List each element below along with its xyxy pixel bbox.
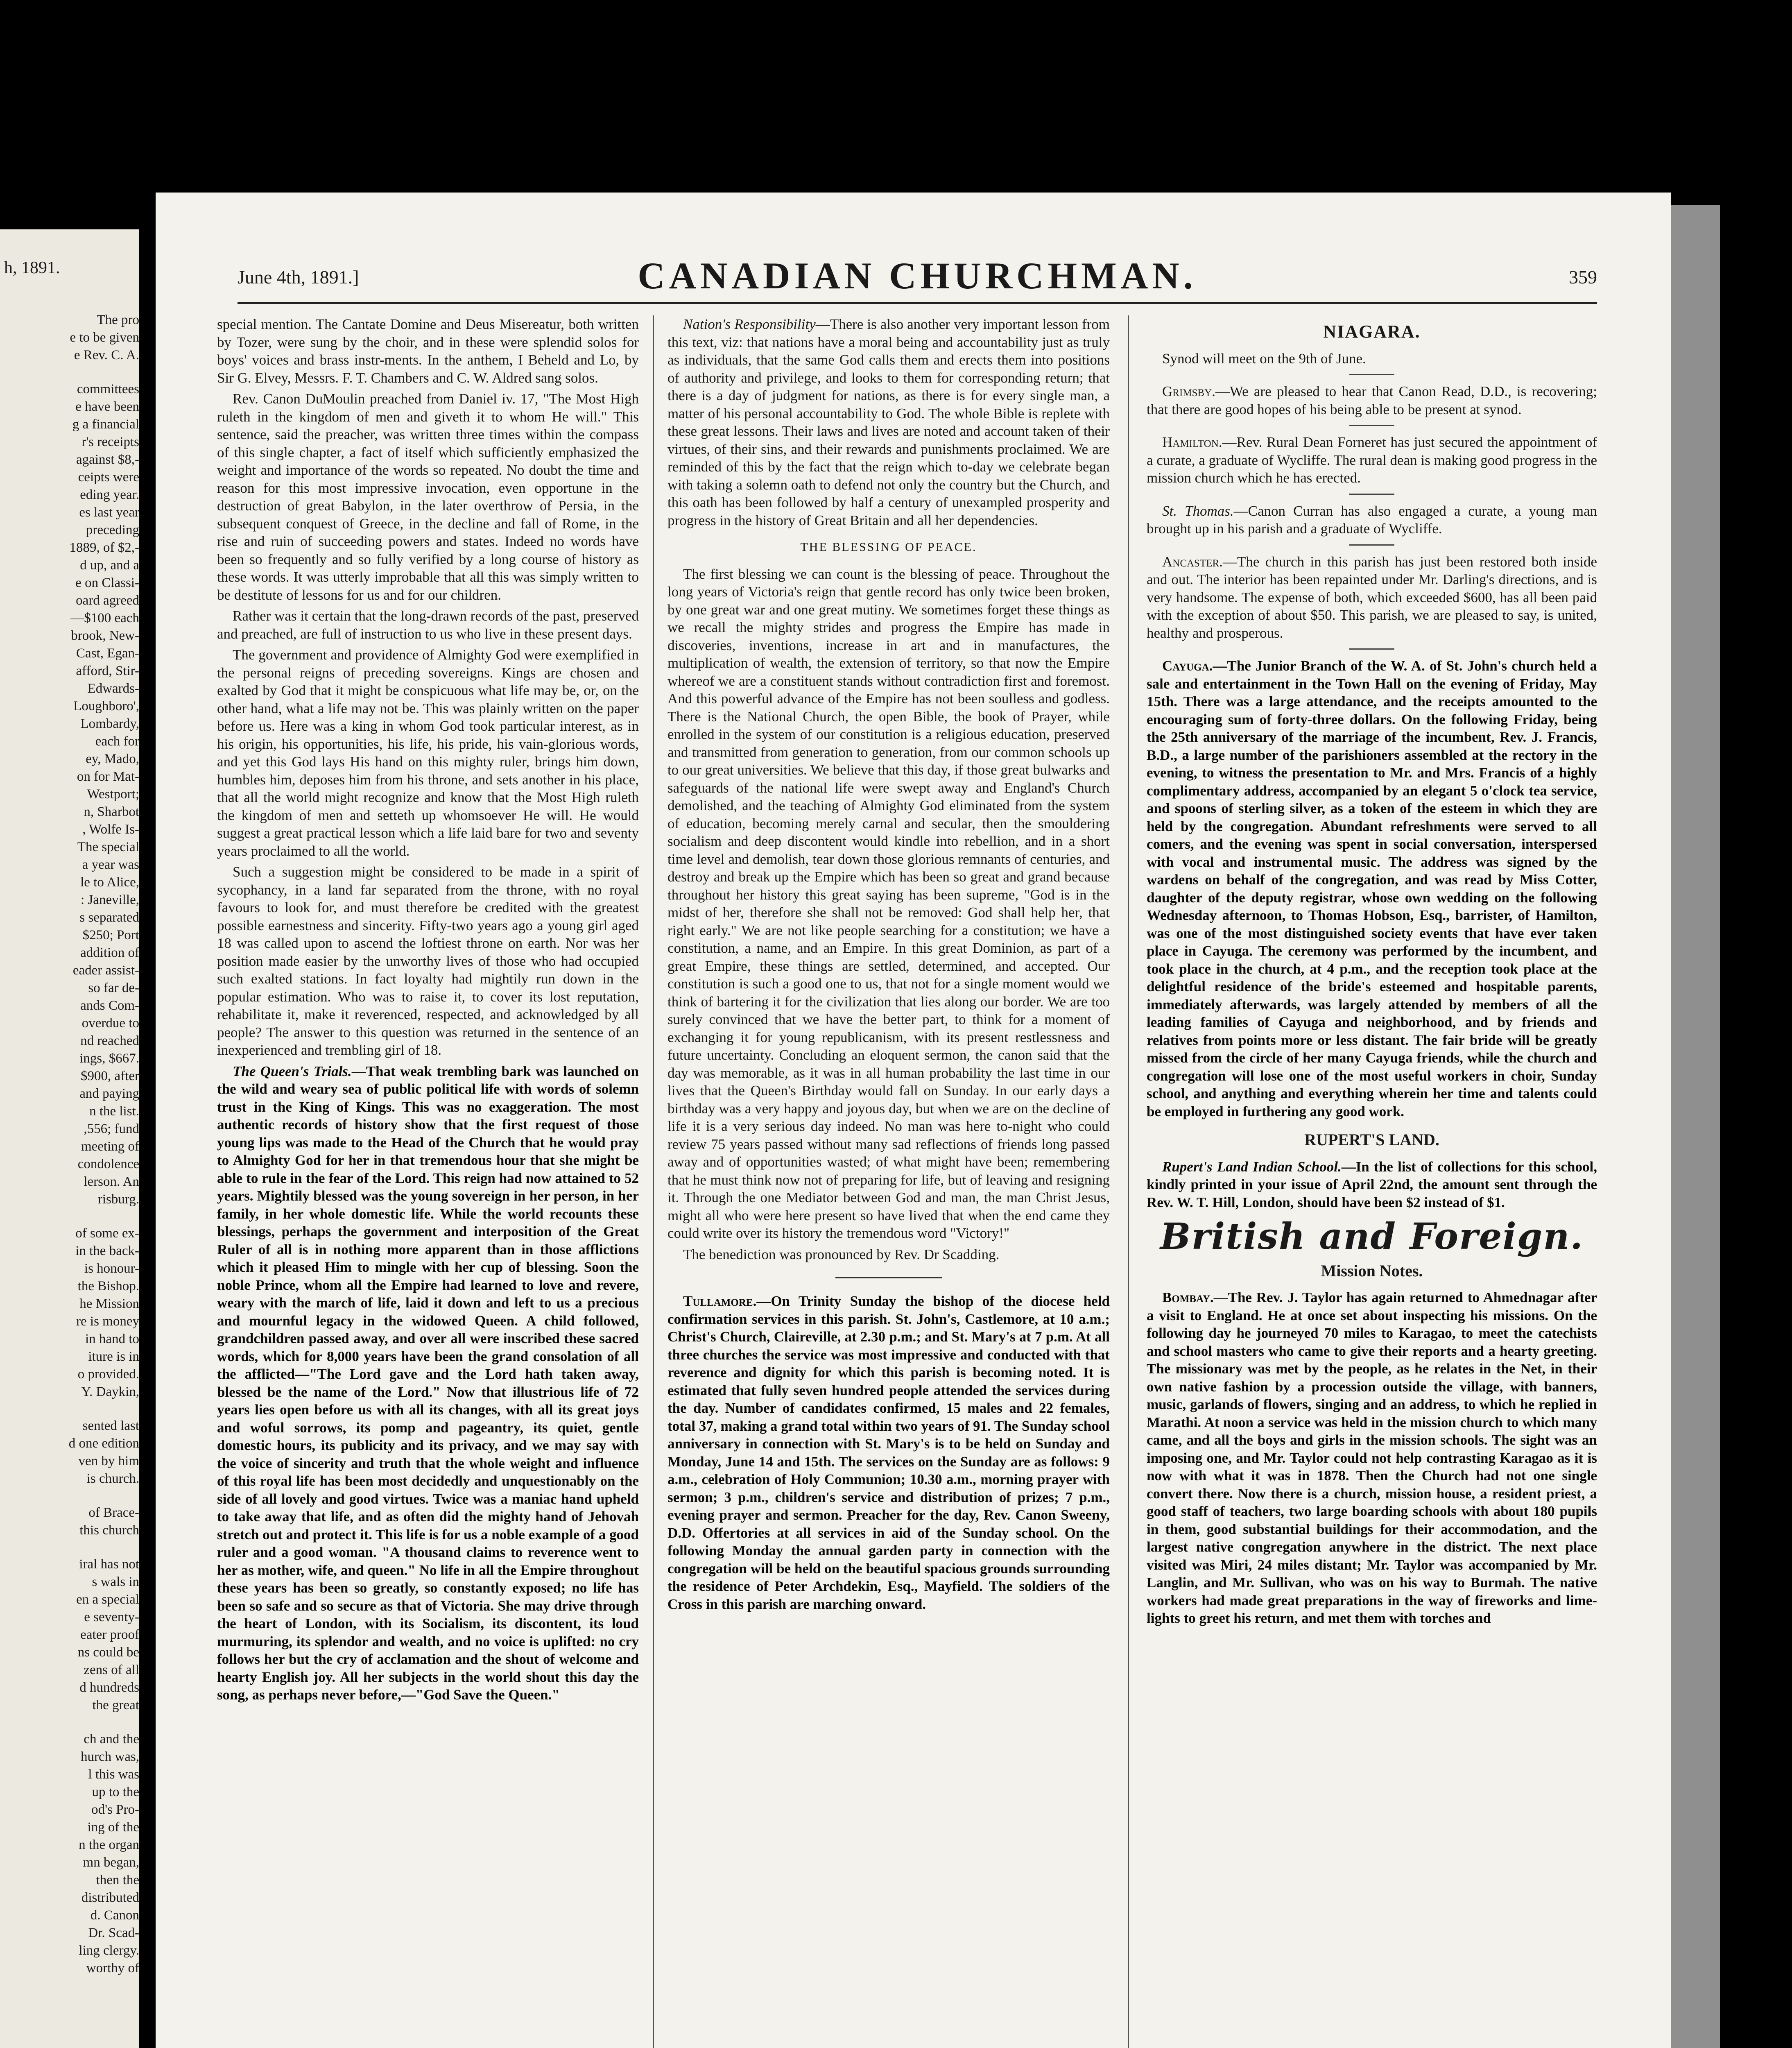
fragment-line: is honour- (84, 1261, 139, 1276)
fragment-line: Cast, Egan- (76, 646, 139, 661)
fragment-line: of some ex- (75, 1226, 139, 1241)
left-page-header: h, 1891. (4, 258, 60, 277)
fragment-line: r's receipts (81, 435, 139, 449)
place-name: Grimsby. (1162, 383, 1215, 399)
fragment-line: committees (77, 382, 139, 396)
next-page-edge (1671, 205, 1720, 2048)
article-paragraph: Rev. Canon DuMoulin preached from Daniel iv. 17, "The Most High ruleth in the kingdom of men and giveth it to whom He will." This sentence, said the preacher, was written three times within the compass of this single chapter, a fact of itself which sufficiently emphasized the weight and importance of the words so repeated. No doubt the time and reason for this most impressive invocation, even opportune in the destruction of great Babylon, in the later overthrow of Persia, in the subsequent conquest of Greece, in the decline and fall of Rome, in the rise and ruin of succeeding powers and states. Indeed no words have been so frequently and so fully verified by a long course of history as these words. It was utterly improbable that all this was simply written to be destitute of lessons for us and for our children. (217, 391, 639, 603)
adjacent-left-page (0, 229, 139, 2048)
fragment-line: meeting of (81, 1139, 139, 1154)
news-body: —Rev. Rural Dean Forneret has just secured the appointment of a curate, a graduate of Wycliffe. The rural dean is making good progress in the mission church which he has erected. (1147, 434, 1597, 486)
fragment-line: d hundreds (79, 1680, 139, 1695)
section-banner: British and Foreign. (1160, 1215, 1584, 1257)
fragment-line: ings, $667. (79, 1051, 139, 1066)
fragment-line: The special (77, 840, 139, 854)
fragment-line: : Janeville, (81, 893, 139, 907)
fragment-line: nd reached (80, 1033, 139, 1048)
fragment-line: eding year. (80, 487, 139, 502)
diocese-heading-niagara: NIAGARA. (1323, 322, 1421, 342)
running-header (238, 254, 1597, 299)
column-3 (1147, 315, 1597, 1631)
fragment-line: iture is in (88, 1349, 139, 1364)
fragment-line: ceipts were (78, 470, 139, 485)
fragment-line: n, Sharbot (84, 804, 139, 819)
issue-date: June 4th, 1891.] (238, 267, 359, 288)
fragment-line: then the (96, 1873, 139, 1887)
fragment-line: s separated (79, 910, 139, 925)
fragment-line: e seventy- (84, 1610, 139, 1624)
column-divider (653, 315, 654, 2048)
fragment-gap (4, 364, 139, 381)
fragment-line: Loughboro', (73, 699, 139, 714)
news-body: —The Junior Branch of the W. A. of St. John's church held a sale and entertainment in the Town Hall on the evening of Friday, May 15th. There was a large attendance, and the receipts amounted to the encouraging sum of forty-three dollars. On the following Friday, being the 25th anniversary of the marriage of the incumbent, Rev. J. Francis, B.D., a large number of the parishioners assembled at the rectory in the evening, to witness the presentation to Mr. and Mrs. Francis of a highly complimentary address, accompanied by an elegant 5 o'clock tea service, and spoons of sterling silver, as a token of the esteem in which they are held by the congregation. Abundant refreshments were served to all comers, and the evening was spent in social conversation, interspersed with vocal and instrumental music. The address was signed by the wardens on behalf of the congregation, and was read by Miss Cotter, daughter of the deputy registrar, whose own wedding on the following Wednesday afternoon, to Thomas Hobson, Esq., barrister, of Hamilton, was one of the most distinguished society events that have ever taken place in Cayuga. The ceremony was performed by the incumbent, and took place in the church, at 4 p.m., and the reception took place at the delightful residence of the bride's esteemed and hospitable parents, immediately afterwards, was largely attended by members of all the leading families of Cayuga and neighborhood, and by friends and relatives from points more or less distant. The fair bride will be greatly missed from the circle of her many Cayuga friends, while the church and congregation will lose one of the most useful workers in choir, Sunday school, and anything and everything wherein her time and talents could be employed in furthering any good work. (1147, 658, 1597, 1119)
fragment-line: distributed (81, 1890, 139, 1905)
news-item (1147, 1289, 1597, 1627)
fragment-line: sented last (82, 1418, 139, 1433)
news-item (1147, 502, 1597, 538)
column-2 (667, 315, 1110, 1616)
fragment-line: Edwards- (87, 681, 139, 696)
fragment-line: le to Alice, (80, 875, 139, 890)
fragment-line: of Brace- (88, 1505, 139, 1520)
article-paragraph: special mention. The Cantate Domine and Deus Misereatur, both written by Tozer, were sung by the choir, and in these were splendid solos for boys' voices and brass instr-ments. In the anthem, I Beheld and Lo, by Sir G. Elvey, Messrs. F. T. Chambers and C. W. Aldred sang solos. (217, 316, 639, 386)
fragment-line: up to the (92, 1785, 139, 1799)
fragment-line: en a special (76, 1592, 139, 1607)
fragment-line: is church. (86, 1471, 139, 1486)
news-item (1147, 383, 1597, 418)
fragment-line: g a financial (72, 417, 139, 432)
fragment-line: e Rev. C. A. (74, 348, 139, 362)
fragment-line: ands Com- (80, 998, 139, 1013)
fragment-line: l this was (88, 1767, 139, 1782)
item-divider (1349, 494, 1394, 495)
news-item (1147, 553, 1597, 642)
fragment-line: a year was (82, 857, 139, 872)
fragment-line: n the organ (79, 1837, 139, 1852)
left-page-text-fragments (4, 311, 139, 1977)
place-name: Cayuga. (1162, 658, 1213, 674)
fragment-line: Y. Daykin, (81, 1384, 139, 1399)
fragment-line: this church (79, 1523, 139, 1538)
news-body: —We are pleased to hear that Canon Read, D.D., is recovering; that there are good hopes of his being able to be present at synod. (1147, 383, 1597, 417)
fragment-line: $900, after (81, 1069, 139, 1083)
news-body: —The Rev. J. Taylor has again returned to Ahmednagar after a visit to England. He at once set about inspecting his missions. On the following day he journeyed 70 miles to Karagao, to meet the catechists and school masters who came to give their reports and a hearty greeting. The missionary was met by the people, as he relates in the Net, in their own native fashion by a procession outside the village, with banners, music, garlands of flowers, singing and an address, to which he replied in Marathi. At noon a service was held in the mission church to which many came, and all the boys and girls in the mission schools. The sight was an imposing one, and Mr. Taylor could not help contrasting Karagao as it is now with what it was in 1878. Then the Church had not one single convert there. Now there is a church, mission house, a resident priest, a good staff of teachers, two large boarding schools with about 180 pupils in them, good substantial buildings for their accommodation, and the largest native congregation anywhere in the district. The next place visited was Miri, 24 miles distant; Mr. Taylor was accompanied by Mr. Langlin, and Mr. Sullivan, who was on his way to Burmah. The native workers had made great preparations in the way of fireworks and lime-lights to greet his return, and met them with torches and (1147, 1289, 1597, 1626)
fragment-gap (4, 1714, 139, 1731)
fragment-line: s wals in (92, 1575, 139, 1589)
place-name: Ancaster. (1162, 553, 1223, 570)
newspaper-page (156, 193, 1671, 2048)
fragment-line: addition of (80, 945, 139, 960)
fragment-line: and paying (79, 1086, 139, 1101)
article-paragraph: The government and providence of Almighty God were exemplified in the personal reigns of preceding sovereigns. Kings are chosen and exalted by God that it might be conspicuous what life may be, or, on the other hand, what a life may not be. This was plainly written on the paper before us. Here was a king in whom God took particular interest, as in his origin, his opportunities, his life, his pride, his vain-glorious words, and yet this God lays His hand on this mighty ruler, brings him down, humbles him, deposes him from his throne, and sets another in his place, that all the world might recognize and know that the Most High ruleth the kingdom of men and setteth up whomsoever He will. He would suggest a great practical lesson which a life laid bare for two and seventy years proclaimed to all the world. (217, 647, 639, 859)
column-divider (1128, 315, 1129, 2048)
fragment-line: the great (92, 1698, 139, 1713)
place-name: Tullamore. (683, 1293, 757, 1309)
fragment-line: lerson. An (84, 1174, 139, 1189)
fragment-line: o provided. (77, 1367, 139, 1382)
fragment-line: zens of all (84, 1663, 139, 1677)
fragment-line: hurch was, (81, 1749, 139, 1764)
fragment-line: iral has not (79, 1557, 139, 1572)
fragment-line: The pro (97, 313, 139, 327)
column-1 (217, 315, 639, 1707)
fragment-line: afford, Stir- (76, 664, 139, 678)
section-heading: THE BLESSING OF PEACE. (800, 540, 977, 554)
news-item: Synod will meet on the 9th of June. (1162, 350, 1366, 367)
paragraph-body: —There is also another very important lesson from this text, viz: that nations have a moral being and accountability just as truly as individuals, that the same God calls them and erects them into positions of authority and privilege, and looks to them for corresponding return; that there is a day of judgment for nations, as there is for every single man, a matter of his personal accountability to God. The whole Bible is replete with these great lessons. Their laws and lives are noted and account taken of their virtues, of their sins, and their rewards and punishments proclaimed. We are reminded of this by the fact that the reign which to-day we celebrate began with taking a solemn oath to defend not only the country but the Church, and this oath has been followed by half a century of unexampled prosperity and progress in the history of Great Britain and all her dependencies. (667, 316, 1110, 528)
fragment-line: condolence (77, 1157, 139, 1171)
fragment-gap (4, 1539, 139, 1556)
fragment-line: ven by him (78, 1454, 139, 1468)
fragment-line: in hand to (85, 1332, 139, 1346)
news-item (1147, 433, 1597, 487)
fragment-line: re is money (76, 1314, 139, 1329)
fragment-line: worthy of (86, 1961, 139, 1976)
fragment-line: ling clergy. (79, 1943, 139, 1958)
item-divider (1349, 374, 1394, 375)
fragment-line: oard agreed (76, 593, 139, 608)
fragment-line: od's Pro- (91, 1802, 139, 1817)
fragment-line: each for (95, 734, 139, 749)
fragment-line: d. Canon (90, 1908, 139, 1923)
item-divider (1349, 648, 1394, 650)
news-body: —In the list of collections for this school, kindly printed in your issue of April 22nd, the amount sent through the Rev. W. T. Hill, London, should have been $2 instead of $1. (1147, 1158, 1597, 1210)
paragraph-title: The Queen's Trials. (233, 1063, 352, 1079)
section-divider (835, 1277, 942, 1278)
place-name: St. Thomas. (1162, 503, 1234, 519)
fragment-line: overdue to (81, 1016, 139, 1031)
item-divider (1349, 544, 1394, 546)
mission-notes-heading: Mission Notes. (1321, 1261, 1423, 1280)
fragment-line: brook, New- (71, 628, 139, 643)
article-paragraph: Such a suggestion might be considered to be made in a spirit of sycophancy, in a land far separated from the throne, with no royal favours to look for, and must therefore be credited with the greatest possible earnestness and sincerity. Fifty-two years ago a young girl aged 18 was called upon to ascend the loftiest throne on earth. Nor was her position made easier by the unworthy lives of those who had occupied such exalted stations. In fact loyalty had mightily run down in the popular estimation. Who was to raise it, to cover its lost reputation, rehabilitate it, make it reverenced, respected, and acknowledged by all people? The answer to this question was returned in the sentence of an inexperienced and trembling girl of 18. (217, 864, 639, 1058)
fragment-line: ey, Mado, (86, 752, 139, 766)
fragment-line: es last year (79, 505, 139, 520)
fragment-line: e on Classi- (75, 575, 139, 590)
news-item (1147, 657, 1597, 1120)
article-paragraph: Rather was it certain that the long-drawn records of the past, preserved and preached, are full of instruction to us who live in these present days. (217, 608, 639, 642)
article-paragraph: The benediction was pronounced by Rev. Dr Scadding. (683, 1246, 1000, 1262)
fragment-gap (4, 1401, 139, 1417)
place-name: Hamilton. (1162, 434, 1222, 450)
paragraph-body: —That weak trembling bark was launched on the wild and weary sea of public political life with words of solemn trust in the King of Kings. This was no exaggeration. The most authentic records of history show that the first request of those young lips was made to the Head of the Church that he would pray to Almighty God for her in that tremendous hour that she might be able to rule in the fear of the Lord. This reign had now attained to 52 years. Mightily blessed was the young sovereign in her person, in her family, in her whole domestic life. While the world recounts these blessings, perhaps the government and interposition of the Great Ruler of all is in nothing more apparent than in those afflictions which it pleased Him to mingle with her cup of blessing. Soon the noble Prince, whom all the Empire had learned to love and revere, weary with the march of life, laid it down and left to us a precious and mournful legacy in the widowed Queen. A child followed, grandchildren passed away, and over all were inscribed these sacred words, which for 8,000 years have been the grand consolation of all the afflicted—"The Lord gave and the Lord hath taken away, blessed be the name of the Lord." Now that illustrious life of 72 years lies open before us with all its changes, with all its great joys and woful sorrows, its pomp and pageantry, its quiet, gentle domestic hours, its publicity and its privacy, and we may say with the voice of sincerity and truth that the whole weight and influence of this royal life has been most decidedly and unquestionably on the side of all lovely and good virtues. Twice was a maniac hand upheld to take away that life, and as often did the mighty hand of Jehovah stretch out and protect it. This life is for us a noble example of a good ruler and a good woman. "A thousand claims to reverence went to her as mother, wife, and queen." No life in all the Empire throughout these years has been so greatly, so constantly exposed; no life has been so safe and so secure as that of Victoria. She may drive through the heart of London, with its Socialism, its discontent, its loud murmuring, its splendor and wealth, and no voice is uplifted: no cry follows her but the cry of acclamation and the shout of welcome and hearty English joy. All her subjects in the world shout this day the song, as perhaps never before,—"God Save the Queen." (217, 1063, 639, 1703)
paragraph-title: Nation's Responsibility (683, 316, 816, 332)
fragment-line: Westport; (87, 787, 139, 802)
fragment-line: mn began, (83, 1855, 139, 1870)
fragment-line: ns could be (77, 1645, 139, 1660)
fragment-line: eater proof (80, 1627, 139, 1642)
fragment-line: e to be given (70, 330, 139, 345)
news-item (1147, 1158, 1597, 1212)
news-body: —Canon Curran has also engaged a curate, a young man brought up in his parish and a graduate of Wycliffe. (1147, 503, 1597, 537)
masthead-title: CANADIAN CHURCHMAN. (638, 255, 1197, 297)
fragment-line: —$100 each (70, 611, 139, 625)
fragment-line: ,556; fund (84, 1121, 139, 1136)
paragraph-title: Rupert's Land Indian School. (1162, 1158, 1342, 1175)
fragment-line: e have been (75, 399, 139, 414)
header-rule (238, 302, 1597, 304)
article-paragraph: The first blessing we can count is the blessing of peace. Throughout the long years of Victoria's reign that gentle record has only twice been broken, by one great war and one great mutiny. We sometimes forget these things as we recall the mighty strides and progress the Empire has made in discoveries, inventions, increase in art and in manufactures, the multiplication of wealth, the extension of territory, so that now the Empire whereof we are a constituent stands without contradiction first and foremost. And this powerful advance of the Empire has not been soulless and godless. There is the National Church, the open Bible, the book of Prayer, while enrolled in the system of our constitution is a religious education, preserved and transmitted from generation to generation, from our common schools up to our great universities. We believe that this day, if those great bulwarks and safeguards of the national life were swept away and England's Church demolished, and the teaching of Almighty God eliminated from the system of education, becoming merely carnal and secular, then the smouldering socialism and deep discontent would kindle into rebellion, and in a short time level and demolish, tear down those glorious remnants of centuries, and destroy and break up the Empire which has been so great and grand because throughout her history this great saying has been supreme, "God is in the midst of her, therefore she shall not be removed: God shall help her, that right early." We are not like people searching for a constitution; we have a constitution, a name, and an Empire. In this great Dominion, as part of a great Empire, these things are settled, determined, and accepted. Our constitution is such a good one to us, that not for a single moment would we think of bartering it for the civilization that lies along our border. We are too surely convinced that we have the better part, to think for a moment of exchanging it for young republicanism, with its present restlessness and future uncertainty. Concluding an eloquent sermon, the canon said that the day was memorable, as it was in all human probability the last time in our lives that the Queen's Birthday would fall on Sunday. In our early days a birthday was a very happy and joyous day, but when we are on the decline of life it is a very serious day indeed. No man was here to-night who could review 75 years passed without many sad reflections of friends long passed away and of opportunities wasted; of what might have been; remembering that he must think now not of preparing for life, but of leaving and resigning it. Through the one Mediator between God and man, the man Christ Jesus, might all who were here present so have lived that when the end came they could write over its history the tremendous word "Victory!" (667, 566, 1110, 1241)
fragment-line: ch and the (84, 1732, 139, 1747)
fragment-line: he Mission (79, 1296, 139, 1311)
item-divider (1349, 425, 1394, 426)
fragment-line: 1889, of $2,- (69, 540, 139, 555)
paragraph-body: —On Trinity Sunday the bishop of the diocese held confirmation services in this parish. St. John's, Castlemore, at 10 a.m.; Christ's Church, Claireville, at 2.30 p.m.; and St. Mary's at 7 p.m. At all three churches the service was most impressive and conducted with that reverence and dignity for which this parish is becoming noted. It is estimated that fully seven hundred people attended the services during the day. Number of candidates confirmed, 15 males and 22 females, total 37, making a grand total within two years of 91. The Sunday school anniversary in connection with St. Mary's is to be held on Sunday and Monday, June 14 and 15th. The services on the Sunday are as follows: 9 a.m., celebration of Holy Communion; 10.30 a.m., morning prayer with sermon; 3 p.m., children's service and distribution of prizes; 7 p.m., evening prayer and sermon. Preacher for the day, Rev. Canon Sweeny, D.D. Offertories at all services in aid of the Sunday school. On the following Monday the annual garden party in connection with the congregation will be held on the beautiful spacious grounds surrounding the residence of Peter Archdekin, Esq., Mayfield. The soldiers of the Cross in this parish are marching onward. (667, 1293, 1110, 1612)
place-name: Bombay. (1162, 1289, 1214, 1305)
fragment-line: ing of the (87, 1820, 139, 1835)
article-paragraph (217, 1063, 639, 1704)
diocese-heading-ruperts-land: RUPERT'S LAND. (1304, 1130, 1439, 1149)
fragment-line: against $8,- (76, 452, 139, 467)
fragment-line: $250; Port (82, 928, 139, 942)
fragment-line: the Bishop. (77, 1279, 139, 1294)
fragment-gap (4, 1208, 139, 1225)
page-number: 359 (1569, 267, 1597, 288)
fragment-line: , Wolfe Is- (82, 822, 139, 837)
fragment-gap (4, 1488, 139, 1504)
article-paragraph (667, 315, 1110, 529)
fragment-line: risburg. (97, 1192, 139, 1207)
fragment-line: Lombardy, (80, 716, 139, 731)
fragment-line: on for Mat- (77, 769, 139, 784)
fragment-line: preceding (86, 523, 139, 537)
fragment-line: d one edition (68, 1436, 139, 1451)
fragment-line: n the list. (89, 1104, 139, 1119)
fragment-line: eader assist- (72, 963, 139, 978)
fragment-line: Dr. Scad- (88, 1926, 139, 1940)
fragment-line: d up, and a (80, 558, 139, 573)
fragment-line: so far de- (88, 981, 139, 995)
news-body: —The church in this parish has just been restored both inside and out. The interior has been repainted under Mr. Darling's directions, and is very handsome. The expense of both, which exceeded $600, has all been paid with the exception of about $50. This parish, we are pleased to say, is united, healthy and prosperous. (1147, 553, 1597, 641)
article-paragraph (667, 1292, 1110, 1613)
fragment-line: in the back- (75, 1244, 139, 1258)
